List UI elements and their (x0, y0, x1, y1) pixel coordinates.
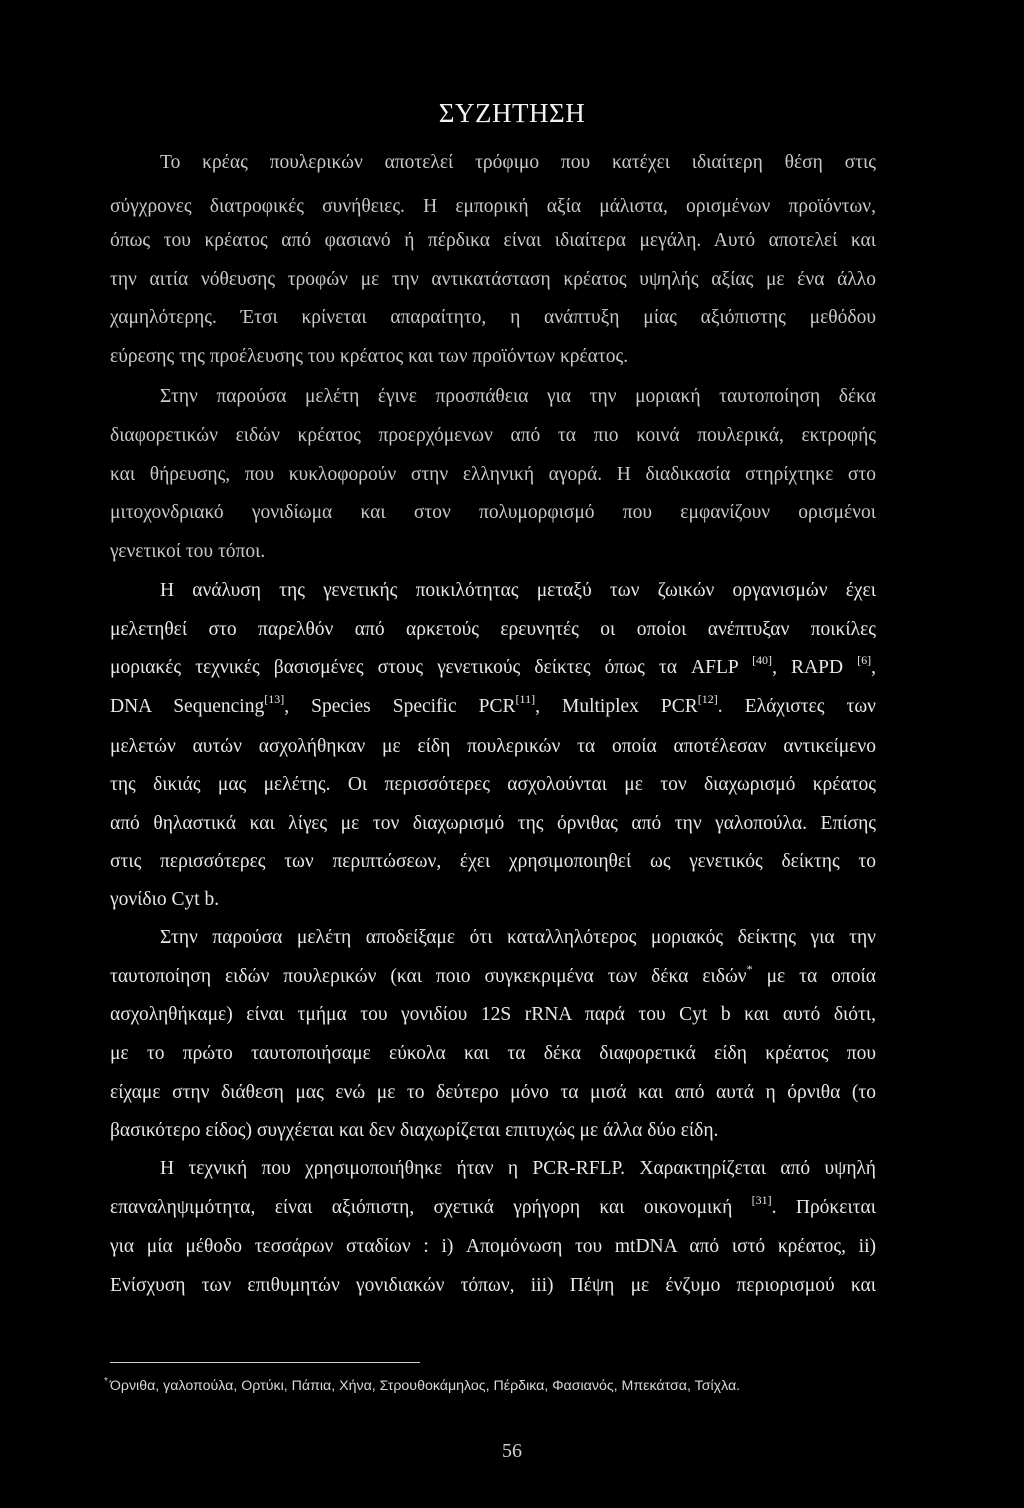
text-line: εύρεσης της προέλευσης του κρέατος και των προϊόντων κρέατος. (110, 346, 629, 367)
text-segment: . Πρόκειται (771, 1197, 876, 1218)
text-line: είχαμε στην διάθεση μας ενώ με το δεύτερο μόνο τα μισά και από αυτά η όρνιθα (το (110, 1082, 876, 1103)
text-line: για μία μέθοδο τεσσάρων σταδίων : i) Απομόνωση του mtDNA από ιστό κρέατος, ii) (110, 1236, 876, 1257)
text-line: Η τεχνική που χρησιμοποιήθηκε ήταν η PCR-RFLP. Χαρακτηρίζεται από υψηλή (160, 1158, 876, 1179)
text-segment: επαναληψιμότητα, είναι αξιόπιστη, σχετικά γρήγορη και οικονομική (110, 1197, 752, 1218)
text-line: Ενίσχυση των επιθυμητών γονιδιακών τόπων, iii) Πέψη με ένζυμο περιορισμού και (110, 1275, 876, 1296)
citation: [12] (697, 692, 718, 706)
text-line (110, 653, 876, 680)
text-segment: ταυτοποίηση ειδών πουλερικών (και ποιο συγκεκριμένα των δέκα ειδών (110, 966, 747, 987)
text-line: όπως του κρέατος από φασιανό ή πέρδικα είναι ιδιαίτερα μεγάλη. Αυτό αποτελεί και (110, 230, 876, 251)
page-number: 56 (502, 1440, 522, 1462)
citation: [11] (515, 692, 536, 706)
text-line: μελετηθεί στο παρελθόν από αρκετούς ερευνητές οι οποίοι ανέπτυξαν ποικίλες (110, 619, 876, 640)
text-line: μελετών αυτών ασχολήθηκαν με είδη πουλερικών τα οποία αποτέλεσαν αντικείμενο (110, 736, 876, 757)
text-segment: . Ελάχιστες των (717, 696, 876, 717)
footnote-marker: * (746, 962, 753, 976)
text-line: γενετικοί του τόποι. (110, 541, 266, 562)
text-line: ασχοληθήκαμε) είναι τμήμα του γονιδίου 12S rRNA παρά του Cyt b και αυτό διότι, (110, 1004, 876, 1025)
text-line: από θηλαστικά και λίγες με τον διαχωρισμό της όρνιθας από την γαλοπούλα. Επίσης (110, 813, 876, 834)
text-segment: , Multiplex PCR (535, 696, 698, 717)
footnote (104, 1376, 740, 1394)
text-line (110, 1193, 876, 1220)
text-line (110, 962, 876, 989)
text-segment: , (871, 657, 876, 678)
text-segment: DNA Sequencing (110, 696, 265, 717)
text-line: Στην παρούσα μελέτη αποδείξαμε ότι καταλληλότερος μοριακός δείκτης για την (160, 927, 876, 948)
text-segment: , Species Specific PCR (284, 696, 516, 717)
citation: [13] (264, 692, 285, 706)
text-line: με το πρώτο ταυτοποιήσαμε εύκολα και τα δέκα διαφορετικά είδη κρέατος που (110, 1043, 876, 1064)
text-line: στις περισσότερες των περιπτώσεων, έχει χρησιμοποιηθεί ως γενετικός δείκτης το (110, 851, 876, 872)
section-heading: ΣΥΖΗΤΗΣΗ (438, 98, 586, 128)
footnote-divider (110, 1362, 420, 1363)
text-line: διαφορετικών ειδών κρέατος προερχόμενων από τα πιο κοινά πουλερικά, εκτροφής (110, 425, 876, 446)
text-line: χαμηλότερης. Έτσι κρίνεται απαραίτητο, η ανάπτυξη μίας αξιόπιστης μεθόδου (110, 307, 876, 328)
text-segment: , RAPD (772, 657, 858, 678)
text-segment: με τα οποία (752, 966, 876, 987)
text-line: σύγχρονες διατροφικές συνήθειες. Η εμπορική αξία μάλιστα, ορισμένων προϊόντων, (110, 196, 876, 217)
text-line: και θήρευσης, που κυκλοφορούν στην ελληνική αγορά. Η διαδικασία στηρίχτηκε στο (110, 464, 876, 485)
text-line: Η ανάλυση της γενετικής ποικιλότητας μεταξύ των ζωικών οργανισμών έχει (160, 580, 876, 601)
footnote-text: Όρνιθα, γαλοπούλα, Ορτύκι, Πάπια, Χήνα, Στρουθοκάμηλος, Πέρδικα, Φασιανός, Μπεκάτσα, Τσίχλα. (109, 1378, 741, 1394)
text-line: βασικότερο είδος) συγχέεται και δεν διαχωρίζεται επιτυχώς με άλλα δύο είδη. (110, 1120, 719, 1141)
text-line: την αιτία νόθευσης τροφών με την αντικατάσταση κρέατος υψηλής αξίας με ένα άλλο (110, 269, 876, 290)
text-line: γονίδιο Cyt b. (110, 889, 220, 910)
citation: [31] (751, 1193, 772, 1207)
citation: [40] (752, 653, 773, 667)
text-line: μιτοχονδριακό γονιδίωμα και στον πολυμορφισμό που εμφανίζουν ορισμένοι (110, 502, 876, 523)
citation: [6] (857, 653, 872, 667)
text-line: της δικιάς μας μελέτης. Οι περισσότερες ασχολούνται με τον διαχωρισμό κρέατος (110, 774, 876, 795)
text-line: Το κρέας πουλερικών αποτελεί τρόφιμο που κατέχει ιδιαίτερη θέση στις (160, 152, 876, 173)
text-line: Στην παρούσα μελέτη έγινε προσπάθεια για την μοριακή ταυτοποίηση δέκα (160, 386, 876, 407)
footnote-mark: * (104, 1376, 108, 1387)
text-line (110, 692, 876, 719)
text-segment: μοριακές τεχνικές βασισμένες στους γενετικούς δείκτες όπως τα AFLP (110, 657, 753, 678)
